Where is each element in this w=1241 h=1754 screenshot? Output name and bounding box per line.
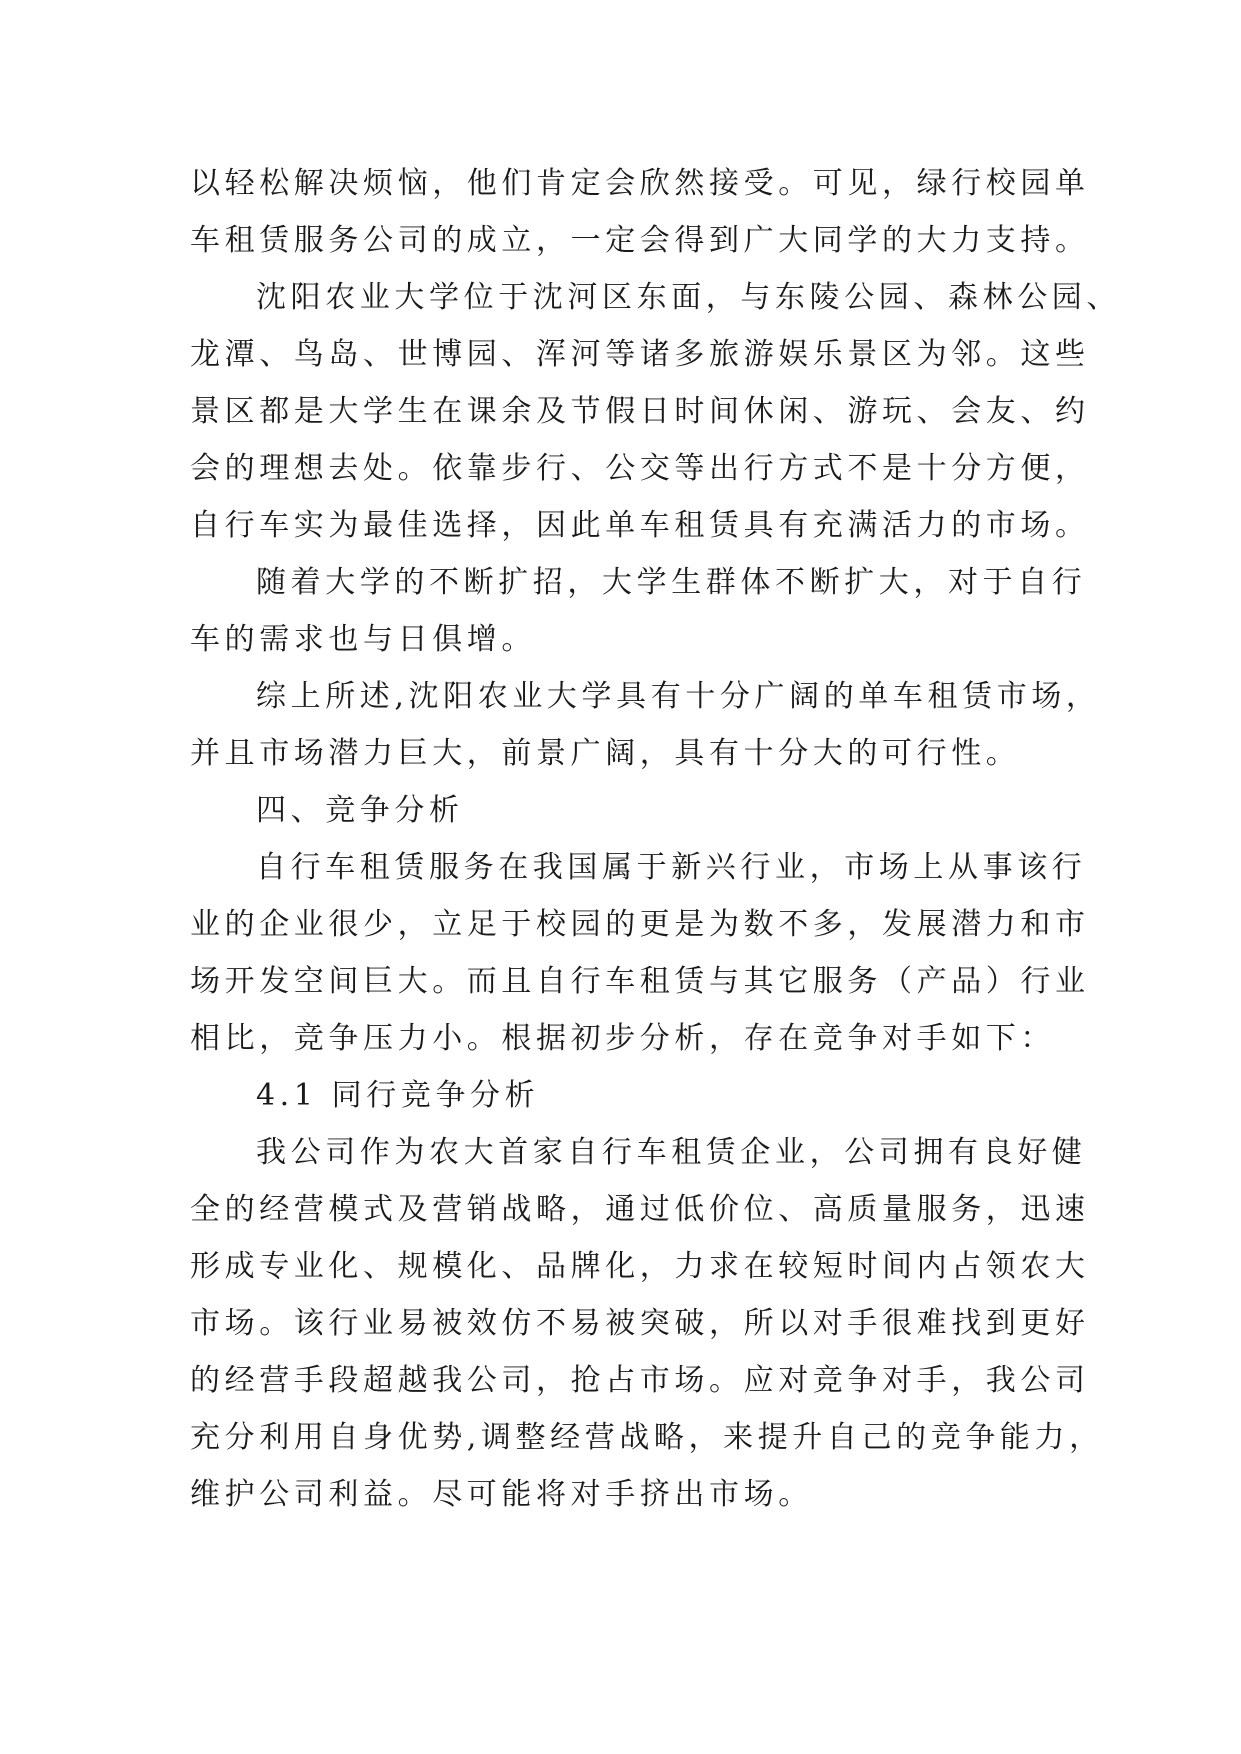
paragraph-line: 会的理想去处。依靠步行、公交等出行方式不是十分方便， — [190, 451, 1090, 486]
paragraph-line: 形成专业化、规模化、品牌化，力求在较短时间内占领农大 — [190, 1249, 1090, 1284]
paragraph-line: 车租赁服务公司的成立，一定会得到广大同学的大力支持。 — [190, 223, 1090, 258]
paragraph-line: 自行车租赁服务在我国属于新兴行业，市场上从事该行 — [256, 850, 1087, 885]
paragraph-line: 场开发空间巨大。而且自行车租赁与其它服务（产品）行业 — [190, 964, 1090, 999]
paragraph-line: 沈阳农业大学位于沈河区东面，与东陵公园、森林公园、 — [256, 280, 1121, 315]
section-heading: 四、竞争分析 — [256, 793, 464, 828]
paragraph-line: 市场。该行业易被效仿不易被突破，所以对手很难找到更好 — [190, 1306, 1090, 1341]
paragraph-line: 自行车实为最佳选择，因此单车租赁具有充满活力的市场。 — [190, 508, 1090, 543]
paragraph-line: 相比，竞争压力小。根据初步分析，存在竞争对手如下： — [190, 1021, 1055, 1056]
paragraph-line: 维护公司利益。尽可能将对手挤出市场。 — [190, 1477, 813, 1512]
paragraph-line: 龙潭、鸟岛、世博园、浑河等诸多旅游娱乐景区为邻。这些 — [190, 337, 1090, 372]
subsection-heading: 4.1 同行竞争分析 — [256, 1078, 540, 1113]
paragraph-line: 景区都是大学生在课余及节假日时间休闲、游玩、会友、约 — [190, 394, 1090, 429]
paragraph-line: 并且市场潜力巨大，前景广阔，具有十分大的可行性。 — [190, 736, 1021, 771]
paragraph-line: 车的需求也与日俱增。 — [190, 622, 536, 657]
paragraph-line: 以轻松解决烦恼，他们肯定会欣然接受。可见，绿行校园单 — [190, 166, 1090, 201]
paragraph-line: 业的企业很少，立足于校园的更是为数不多，发展潜力和市 — [190, 907, 1090, 942]
paragraph-line: 的经营手段超越我公司，抢占市场。应对竞争对手，我公司 — [190, 1363, 1090, 1398]
paragraph-line: 充分利用自身优势,调整经营战略，来提升自己的竞争能力， — [190, 1420, 1104, 1455]
paragraph-line: 我公司作为农大首家自行车租赁企业，公司拥有良好健 — [256, 1135, 1087, 1170]
paragraph-line: 全的经营模式及营销战略，通过低价位、高质量服务，迅速 — [190, 1192, 1090, 1227]
paragraph-line: 随着大学的不断扩招，大学生群体不断扩大，对于自行 — [256, 565, 1087, 600]
paragraph-line: 综上所述,沈阳农业大学具有十分广阔的单车租赁市场， — [256, 679, 1101, 714]
document-body — [190, 155, 1121, 1523]
